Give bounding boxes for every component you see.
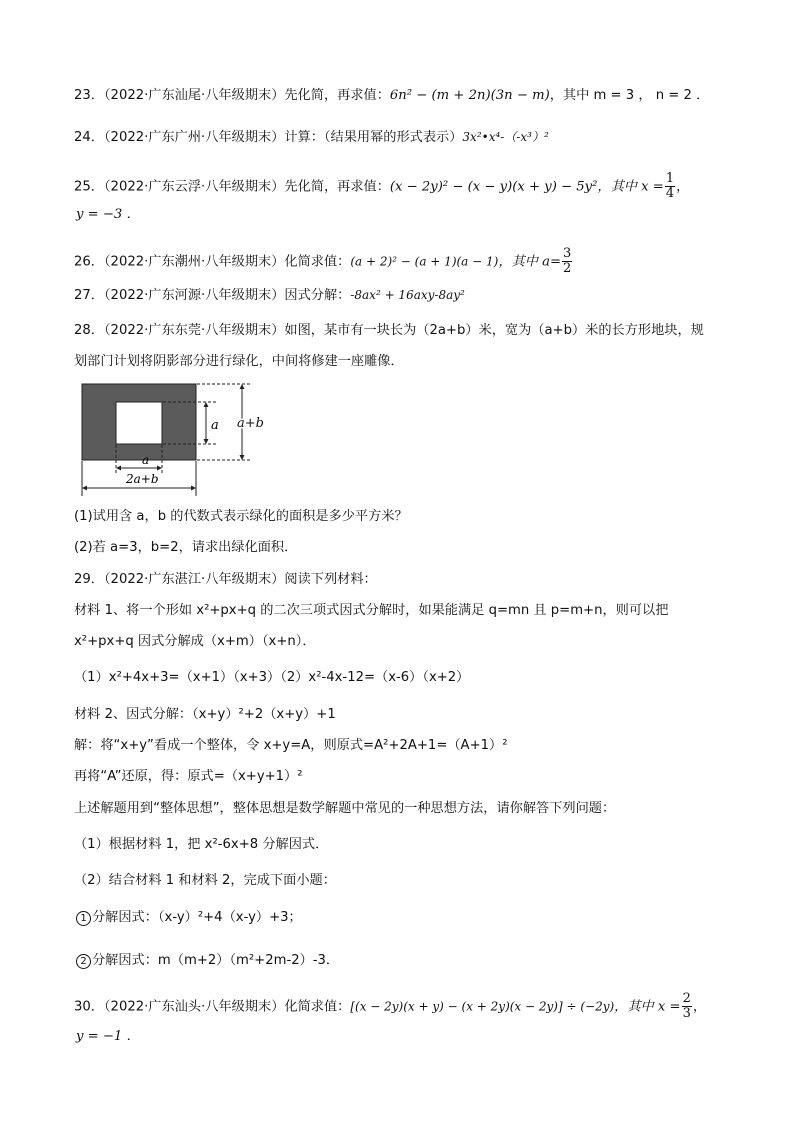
question-number: 28． bbox=[74, 323, 104, 338]
question-25-line2: y = −3 ． bbox=[76, 207, 140, 222]
question-25 bbox=[74, 172, 689, 201]
question-28-sub1: (1)试用含 a，b 的代数式表示绿化的面积是多少平方米？ bbox=[74, 509, 408, 524]
material-2: 材料 2、因式分解：（x+y）²+2（x+y）+1 bbox=[74, 707, 336, 722]
material-1-examples: （1）x²+4x+3=（x+1）（x+3）（2）x²-4x-12=（x-6）（x+2） bbox=[74, 670, 470, 685]
circled-number: 1 bbox=[76, 911, 91, 926]
label-a-inner: a bbox=[211, 418, 219, 433]
question-number: 30． bbox=[74, 999, 104, 1015]
circled-number: 2 bbox=[76, 954, 91, 969]
question-number: 23． bbox=[74, 88, 104, 103]
question-condition: ，其中 x = bbox=[614, 999, 681, 1015]
label-width: 2a+b bbox=[126, 472, 159, 486]
numerator: 1 bbox=[665, 171, 675, 186]
problem-intro: 上述解题用到“整体思想”，整体思想是数学解题中常见的一种思想方法，请你解答下列问题： bbox=[74, 801, 616, 816]
question-text: 如图，某市有一块长为（2a+b）米，宽为（a+b）米的长方形地块，规 bbox=[284, 323, 704, 338]
punctuation: ， bbox=[692, 999, 707, 1015]
question-task: 化简求值： bbox=[284, 999, 351, 1015]
question-24 bbox=[74, 127, 549, 148]
question-28 bbox=[74, 321, 704, 341]
math-expression: 3x²•x⁴-（-x³）² bbox=[462, 130, 549, 144]
question-source: （2022·广东河源·八年级期末） bbox=[103, 288, 285, 303]
question-source: （2022·广东汕头·八年级期末） bbox=[103, 999, 285, 1015]
question-source: （2022·广东广州·八年级期末） bbox=[103, 130, 285, 145]
question-task: 计算：（结果用幂的形式表示） bbox=[284, 130, 463, 145]
material-1-line2: x²+px+q 因式分解成（x+m）（x+n）． bbox=[74, 634, 316, 649]
fraction bbox=[562, 247, 572, 276]
question-task: 因式分解： bbox=[284, 288, 351, 303]
question-29 bbox=[74, 570, 377, 590]
question-number: 25． bbox=[74, 179, 104, 195]
fraction bbox=[665, 172, 675, 201]
subproblem-text: 分解因式：m（m+2）（m²+2m-2）-3． bbox=[92, 953, 340, 968]
subproblem-2 bbox=[76, 951, 339, 971]
question-condition: ，其中 a= bbox=[498, 254, 562, 270]
subproblem-text: 分解因式：（x-y）²+4（x-y）+3； bbox=[92, 910, 302, 925]
question-number: 27． bbox=[74, 288, 104, 303]
denominator: 4 bbox=[665, 186, 675, 201]
solution-line1: 解：将“x+y”看成一个整体，令 x+y=A，则原式=A²+2A+1=（A+1）² bbox=[74, 738, 508, 753]
question-28-sub2: (2)若 a=3，b=2，请求出绿化面积． bbox=[74, 540, 298, 555]
question-source: （2022·广东湛江·八年级期末） bbox=[103, 572, 285, 587]
fraction bbox=[682, 992, 692, 1021]
question-30 bbox=[74, 992, 706, 1021]
question-27 bbox=[74, 285, 465, 306]
solution-line2: 再将“A”还原，得：原式=（x+y+1）² bbox=[74, 769, 303, 784]
label-a-bottom: a bbox=[142, 453, 150, 467]
question-number: 26． bbox=[74, 254, 104, 270]
math-expression: 6n² − (m + 2n)(3n − m) bbox=[389, 88, 550, 103]
question-task: 先化简，再求值： bbox=[284, 88, 390, 103]
question-task: 阅读下列材料： bbox=[284, 572, 377, 587]
question-source: （2022·广东汕尾·八年级期末） bbox=[103, 88, 285, 103]
math-expression: (a + 2)² − (a + 1)(a − 1) bbox=[350, 254, 499, 269]
question-28-line2: 划部门计划将阴影部分进行绿化，中间将修建一座雕像． bbox=[74, 354, 404, 369]
problem-part2: （2）结合材料 1 和材料 2，完成下面小题： bbox=[74, 873, 336, 888]
punctuation: ， bbox=[676, 179, 690, 195]
question-number: 24． bbox=[74, 130, 104, 145]
question-30-line2: y = −1 ． bbox=[76, 1029, 140, 1044]
material-1-line1: 材料 1、将一个形如 x²+px+q 的二次三项式因式分解时，如果能满足 q=mn 且 p=m+n，则可以把 bbox=[74, 603, 669, 618]
subproblem-1 bbox=[76, 908, 302, 928]
question-condition: ，其中 m = 3 ， n = 2 ． bbox=[549, 88, 710, 103]
numerator: 2 bbox=[682, 991, 691, 1006]
question-source: （2022·广东东莞·八年级期末） bbox=[103, 323, 285, 338]
problem-part1: （1）根据材料 1，把 x²-6x+8 分解因式． bbox=[74, 837, 329, 852]
question-23 bbox=[74, 86, 709, 106]
denominator: 2 bbox=[563, 261, 572, 276]
label-height: a+b bbox=[237, 416, 264, 431]
question-source: （2022·广东云浮·八年级期末） bbox=[103, 179, 285, 195]
math-expression: -8ax² + 16axy-8ay² bbox=[350, 288, 465, 302]
statue-area bbox=[116, 402, 162, 444]
rectangle-figure bbox=[74, 382, 274, 500]
question-condition: ，其中 x = bbox=[597, 179, 664, 195]
math-expression: [(x − 2y)(x + y) − (x + 2y)(x − 2y)] ÷ (−2y) bbox=[350, 999, 615, 1014]
numerator: 3 bbox=[563, 246, 572, 261]
question-task: 先化简，再求值： bbox=[284, 179, 390, 195]
question-task: 化简求值： bbox=[284, 254, 351, 270]
question-source: （2022·广东潮州·八年级期末） bbox=[103, 254, 285, 270]
question-26 bbox=[74, 247, 573, 276]
question-number: 29． bbox=[74, 572, 104, 587]
math-expression: (x − 2y)² − (x − y)(x + y) − 5y² bbox=[389, 179, 598, 195]
denominator: 3 bbox=[682, 1006, 691, 1021]
